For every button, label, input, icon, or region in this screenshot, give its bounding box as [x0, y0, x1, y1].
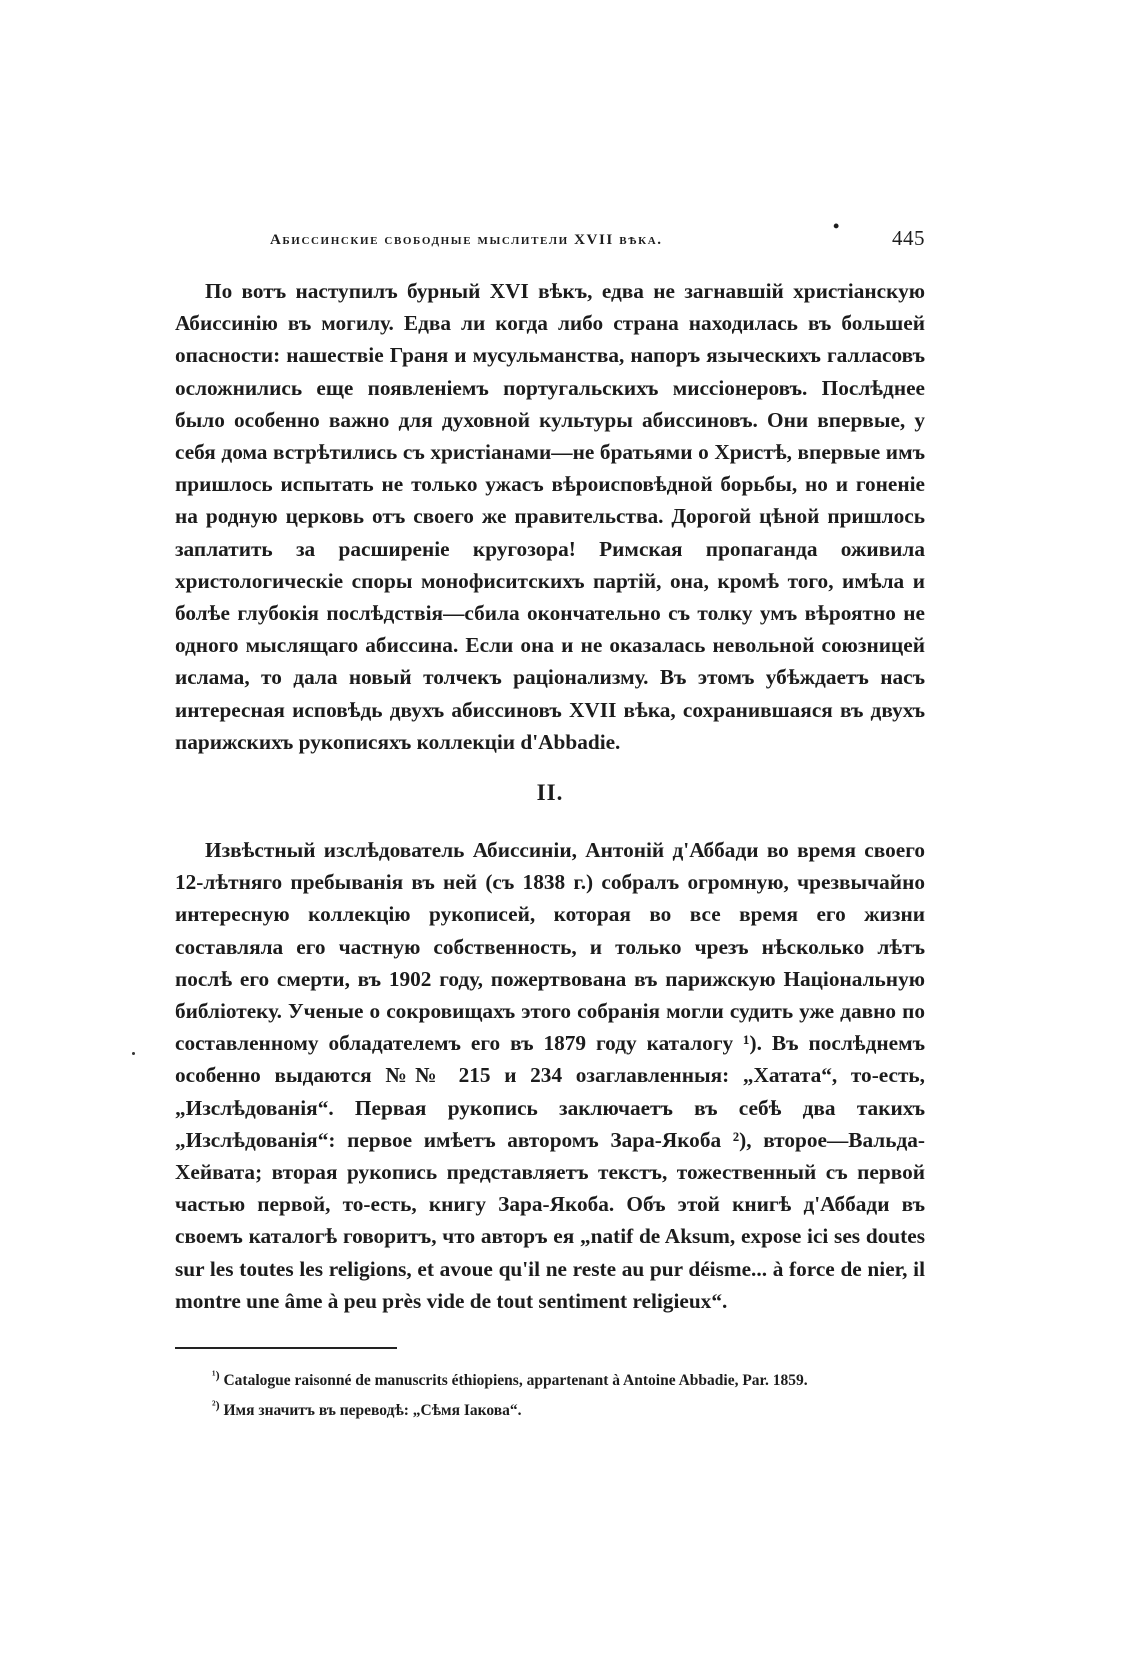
footnote-1	[175, 1363, 925, 1393]
running-head	[175, 216, 925, 258]
page-number: 445	[892, 226, 925, 250]
print-speck: •	[833, 216, 841, 236]
section-heading: II.	[536, 780, 564, 806]
running-head-title: Абиссинские свободные мыслители XVII вѣка.	[270, 232, 663, 248]
footnote-2	[175, 1393, 925, 1423]
footnote-1-text: Catalogue raisonné de manuscrits éthiopiens, appartenant à Antoine Abbadie, Par. 1859.	[223, 1372, 808, 1390]
paragraph-2: Извѣстный изслѣдователь Абиссиніи, Антоній д'Аббади во время своего 12-лѣтняго пребыванія въ ней (съ 1838 г.) собралъ огромную, чрезвычайно интересную коллекцію рукописей, которая во все время его жизни составляла его частную собственность, и только чрезъ нѣсколько лѣтъ послѣ его смерти, въ 1902 году, пожертвована въ парижскую Національную библіотеку. Ученые о сокровищахъ этого собранія могли судить уже давно по составленному обладателемъ его въ 1879 году каталогу ¹). Въ послѣднемъ особенно выдаются №№ 215 и 234 озаглавленныя: „Хатата“, то-есть, „Изслѣдованія“. Первая рукопись заключаетъ въ себѣ два такихъ „Изслѣдованія“: первое имѣетъ авторомъ Зара-Якоба ²), второе—Вальда-Хейвата; вторая рукопись представляетъ текстъ, тожественный съ первой частью первой, то-есть, книгу Зара-Якоба. Объ этой книгѣ д'Аббади въ своемъ каталогѣ говоритъ, что авторъ ея „natif de Aksum, expose ici ses doutes sur les toutes les religions, et avoue qu'il ne reste au pur déisme... à force de nier, il montre une âme à peu près vide de tout sentiment religieux“.	[175, 838, 925, 1313]
paragraph-1: По вотъ наступилъ бурный XVI вѣкъ, едва не загнавшій христіанскую Абиссинію въ могилу. Едва ли когда либо страна находилась въ большей опасности: нашествіе Граня и мусульманства, напоръ языческихъ галласовъ осложнились еще появленіемъ португальскихъ миссіонеровъ. Послѣднее было особенно важно для духовной культуры абиссиновъ. Они впервые, у себя дома встрѣтились съ христіанами—не братьями о Христѣ, впервые имъ пришлось испытать не только ужасъ вѣроисповѣдной борьбы, но и гоненіе на родную церковь отъ своего же правительства. Дорогой цѣной пришлось заплатить за расширеніе кругозора! Римская пропаганда оживила христологическіе споры монофиситскихъ партій, она, кромѣ того, имѣла и болѣе глубокія послѣдствія—сбила окончательно съ толку умъ вѣроятно не одного мыслящаго абиссина. Если она и не оказалась невольной союзницей ислама, то дала новый толчекъ раціонализму. Въ этомъ убѣждаетъ насъ интересная исповѣдь двухъ абиссиновъ XVII вѣка, сохранившаяся въ двухъ парижскихъ рукописяхъ коллекціи d'Abbadie.	[175, 279, 925, 754]
footnote-divider	[175, 1347, 397, 1349]
margin-speck	[132, 1052, 135, 1055]
footnote-1-mark: ¹)	[212, 1368, 220, 1383]
footnote-2-text: Имя значитъ въ переводѣ: „Сѣмя Іакова“.	[223, 1402, 522, 1420]
footnote-2-mark: ²)	[212, 1398, 220, 1413]
book-page	[175, 216, 925, 1423]
